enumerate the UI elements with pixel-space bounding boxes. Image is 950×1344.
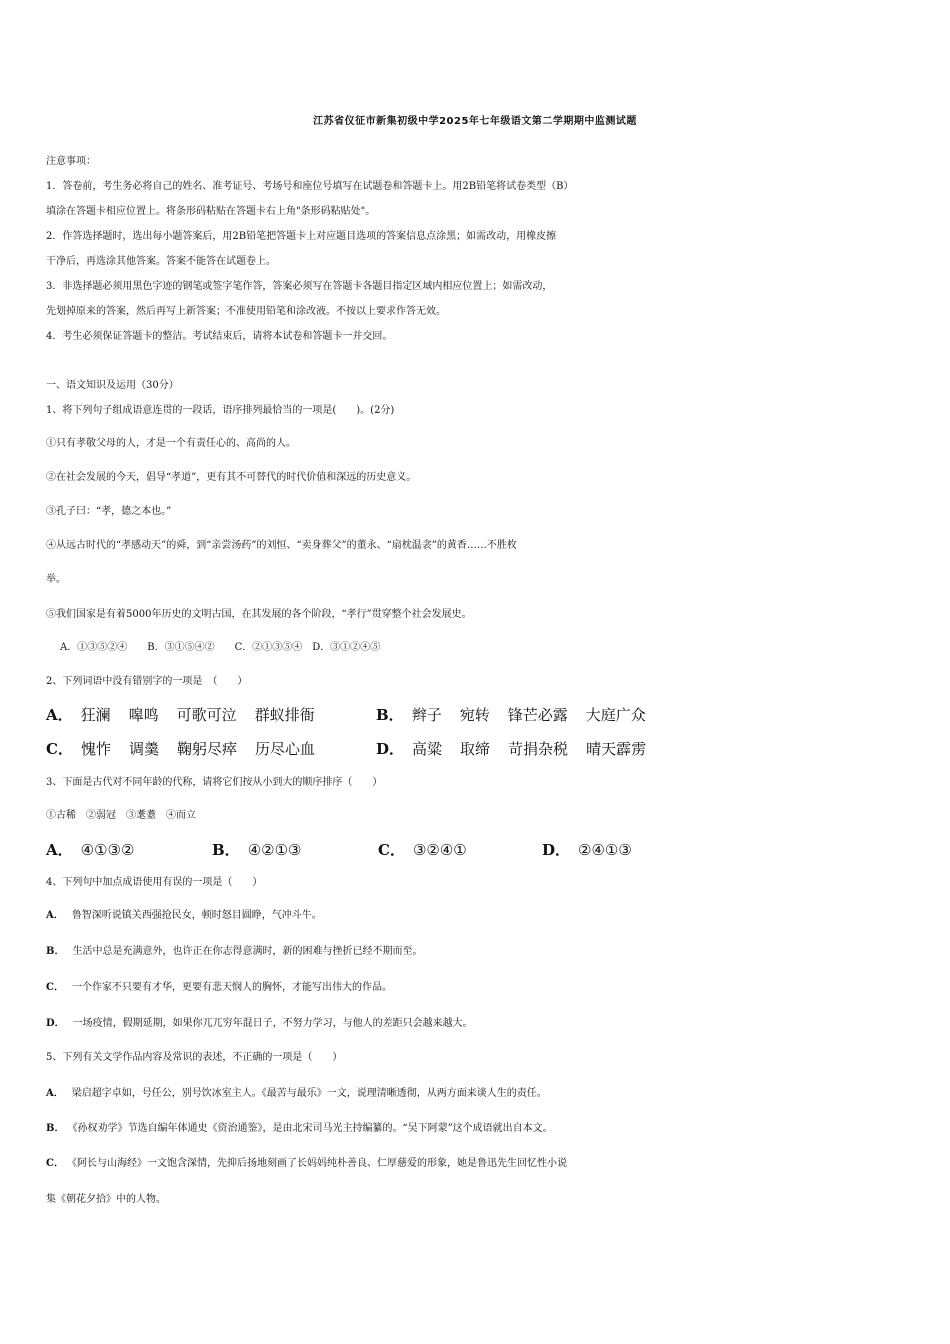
notice-line: 2．作答选择题时，选出每小题答案后，用2B铅笔把答题卡上对应题目选项的答案信息点涂黑；如需改动，用橡皮擦 (46, 231, 557, 242)
option-label: C． (46, 740, 73, 758)
notice-line: 干净后，再选涂其他答案。答案不能答在试题卷上。 (46, 256, 276, 267)
question-1-stem: 1、将下列句子组成语意连贯的一段话，语序排列最恰当的一项是( )。(2分) (46, 405, 395, 416)
question-5-stem: 5、下列有关文学作品内容及常识的表述，不正确的一项是（ ） (46, 1052, 343, 1063)
q3-option-d (542, 840, 632, 860)
option-text: 梁启超字卓如，号任公，别号饮冰室主人。《最苦与最乐》一文，说理清晰透彻，从两方面来谈人生的责任。 (71, 1088, 547, 1099)
option-label: A． (46, 1088, 64, 1099)
q3-option-b (212, 840, 301, 860)
option-word: 宛转 (459, 706, 490, 724)
q5-option-c (46, 1154, 916, 1174)
q3-option-a (46, 840, 134, 860)
q1-sentence-1: ①只有孝敬父母的人，才是一个有责任心的、高尚的人。 (46, 438, 296, 449)
notice-line: 3．非选择题必须用黑色字迹的钢笔或签字笔作答，答案必须写在答题卡各题目指定区域内相应位置上；如需改动， (46, 281, 553, 292)
q2-option-b (376, 705, 664, 725)
option-word: 锋芒必露 (507, 706, 568, 724)
option-label: A． (46, 910, 64, 921)
option-word: 愧怍 (80, 740, 111, 758)
option-label: A． (46, 841, 73, 859)
option-word: 鞠躬尽瘁 (176, 740, 237, 758)
q2-option-a (46, 705, 333, 725)
option-word: 嗥鸣 (128, 706, 159, 724)
option-label: D． (376, 740, 405, 758)
option-text: ④①③② (80, 841, 135, 859)
question-2-stem: 2、下列词语中没有错别字的一项是 （ ） (46, 676, 248, 687)
section-heading: 一、语文知识及运用（30分） (46, 380, 179, 391)
q1-sentence-5: ⑤我们国家是有着5000年历史的文明古国，在其发展的各个阶段，“孝行”贯穿整个社会发展史。 (46, 609, 472, 620)
option-label: A． (46, 706, 73, 724)
q2-option-c (46, 739, 333, 759)
question-4-stem: 4、下列句中加点成语使用有误的一项是（ ） (46, 877, 263, 888)
q1-sentence-4-cont: 举。 (46, 574, 66, 585)
option-word: 历尽心血 (255, 740, 316, 758)
option-text: 一个作家不只要有才华，更要有悲天悯人的胸怀，才能写出伟大的作品。 (71, 982, 392, 993)
q4-option-a (46, 906, 916, 926)
option-label: C． (46, 1158, 64, 1169)
option-label: B． (376, 706, 404, 724)
q1-sentence-4: ④从远古时代的“孝感动天”的舜，到“亲尝汤药”的刘恒、“卖身葬父”的董永、“扇枕温衾”的黄香……不胜枚 (46, 540, 517, 551)
notice-heading: 注意事项： (46, 156, 96, 167)
option-word: 群蚁排衙 (254, 706, 315, 724)
notice-line: 1．答卷前，考生务必将自己的姓名、准考证号、考场号和座位号填写在试题卷和答题卡上。用2B铅笔将试卷类型（B） (46, 181, 574, 192)
option-word: 高粱 (412, 740, 443, 758)
option-text: 鲁智深听说镇关西强抢民女，顿时怒目圆睁，气冲斗牛。 (71, 910, 322, 921)
q2-option-d (376, 739, 664, 759)
option-label: D． (46, 1018, 65, 1029)
q5-option-c-cont: 集《朝花夕拾》中的人物。 (46, 1194, 166, 1205)
q1-sentence-2: ②在社会发展的今天，倡导“孝道”，更有其不可替代的时代价值和深远的历史意义。 (46, 472, 417, 483)
option-text: ③②④① (412, 841, 467, 859)
option-text: 生活中总是充满意外，也许正在你志得意满时，新的困难与挫折已经不期而至。 (72, 946, 423, 957)
option-text: ②④①③ (578, 841, 632, 859)
option-word: 狂澜 (80, 706, 111, 724)
option-text: 《孙权劝学》节选自编年体通史《资治通鉴》，是由北宋司马光主持编纂的。“吴下阿蒙”这个成语就出自本文。 (72, 1123, 553, 1134)
exam-title: 江苏省仪征市新集初级中学2025年七年级语文第二学期期中监测试题 (313, 116, 637, 127)
option-label: C． (378, 841, 405, 859)
option-word: 大庭广众 (585, 706, 646, 724)
notice-line: 4．考生必须保证答题卡的整洁。考试结束后，请将本试卷和答题卡一并交回。 (46, 331, 393, 342)
q1-sentence-3: ③孔子曰：“孝，德之本也。” (46, 506, 172, 517)
option-label: B． (212, 841, 240, 859)
option-text: ④②①③ (247, 841, 302, 859)
option-text: 《阿长与山海经》一文饱含深情，先抑后扬地刻画了长妈妈纯朴善良、仁厚慈爱的形象，她是鲁迅先生回忆性小说 (71, 1158, 567, 1169)
q1-options: A．①③⑤②④ B．③①⑤④② C．②①③⑤④ D．③①②④⑤ (60, 642, 381, 653)
option-label: D． (542, 841, 571, 859)
option-word: 晴天霹雳 (586, 740, 647, 758)
notice-line: 填涂在答题卡相应位置上。将条形码粘贴在答题卡右上角"条形码粘贴处"。 (46, 206, 376, 217)
option-text: 一场疫情，假期延期，如果你兀兀穷年混日子，不努力学习，与他人的差距只会越来越大。 (72, 1018, 473, 1029)
option-word: 取缔 (460, 740, 491, 758)
q4-option-c (46, 978, 916, 998)
q4-option-b (46, 942, 916, 962)
option-word: 辫子 (411, 706, 442, 724)
option-word: 调羹 (128, 740, 159, 758)
option-label: B． (46, 1123, 65, 1134)
q4-option-d (46, 1014, 916, 1034)
option-word: 苛捐杂税 (508, 740, 569, 758)
q3-items: ①古稀 ②弱冠 ③耄耋 ④而立 (46, 810, 196, 821)
q5-option-a (46, 1084, 916, 1104)
option-label: C． (46, 982, 64, 993)
notice-line: 先划掉原来的答案，然后再写上新答案；不准使用铅笔和涂改液。不按以上要求作答无效。 (46, 306, 446, 317)
option-label: B． (46, 946, 65, 957)
option-word: 可歌可泣 (176, 706, 237, 724)
question-3-stem: 3、下面是古代对不同年龄的代称，请将它们按从小到大的顺序排序（ ） (46, 777, 383, 788)
q3-option-c (378, 840, 467, 860)
q5-option-b (46, 1119, 916, 1139)
